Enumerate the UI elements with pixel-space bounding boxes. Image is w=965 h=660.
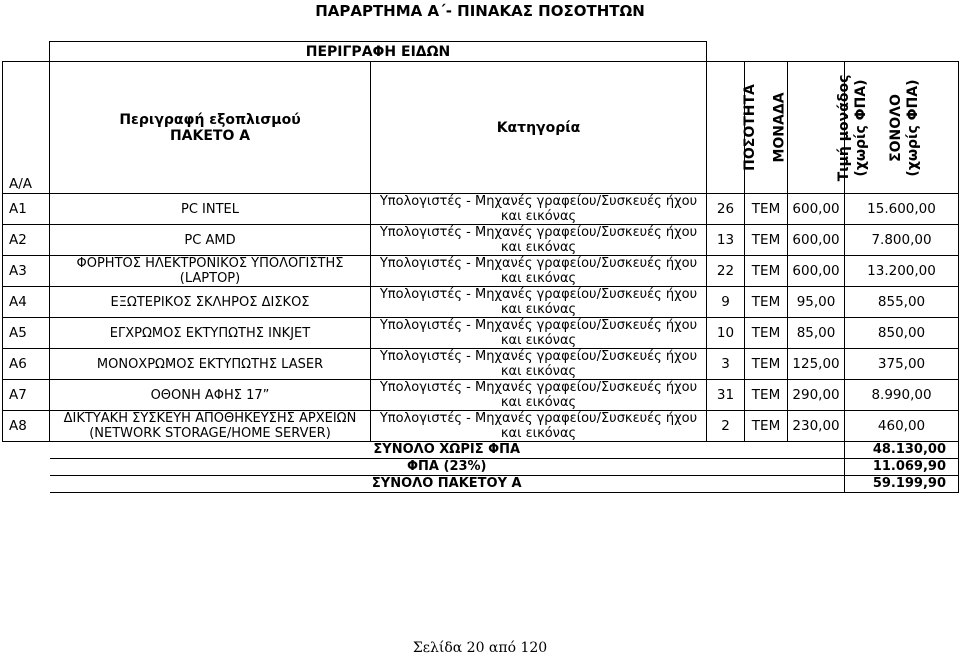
row-total: 460,00: [845, 411, 959, 442]
totals-spacer: [3, 476, 50, 493]
row-aa: Α4: [3, 287, 50, 318]
row-description-line2: (NETWORK STORAGE/HOME SERVER): [89, 426, 331, 441]
row-category-line1: Υπολογιστές - Μηχανές γραφείου/Συσκευές ήχου: [379, 225, 698, 240]
row-quantity: 9: [707, 287, 745, 318]
empty-header-cell: [707, 42, 959, 62]
page-title: ΠΑΡΑΡΤΗΜΑ Α΄- ΠΙΝΑΚΑΣ ΠΟΣΟΤΗΤΩΝ: [315, 2, 645, 20]
row-category: [371, 287, 707, 318]
row-aa: Α5: [3, 318, 50, 349]
row-description-line1: PC INTEL: [180, 201, 239, 217]
row-description-line1: PC AMD: [184, 232, 236, 248]
row-category-line2: και εικόνας: [500, 426, 577, 441]
row-category-line2: και εικόνας: [500, 302, 577, 317]
corner-cell: [3, 42, 50, 62]
row-total: 7.800,00: [845, 225, 959, 256]
row-aa: Α7: [3, 380, 50, 411]
header-total: ΣΟΝΟΛΟ (χωρίς ΦΠΑ): [888, 78, 922, 177]
row-aa: Α8: [3, 411, 50, 442]
row-unit-price: 95,00: [788, 287, 845, 318]
row-category: [371, 411, 707, 442]
totals-row: [3, 459, 959, 476]
quantities-table: [2, 41, 959, 493]
row-unit-price: 600,00: [788, 225, 845, 256]
row-unit: ΤΕΜ: [745, 256, 788, 287]
table-row: [3, 194, 959, 225]
row-quantity: 31: [707, 380, 745, 411]
row-category: [371, 349, 707, 380]
row-category-line2: και εικόνας: [500, 395, 577, 410]
row-unit: ΤΕΜ: [745, 349, 788, 380]
row-unit: ΤΕΜ: [745, 225, 788, 256]
row-unit: ΤΕΜ: [745, 287, 788, 318]
row-aa: Α1: [3, 194, 50, 225]
group-header: ΠΕΡΙΓΡΑΦΗ ΕΙΔΩΝ: [50, 42, 707, 62]
table-row: [3, 380, 959, 411]
totals-value: 59.199,90: [845, 476, 959, 493]
row-description: [50, 349, 371, 380]
row-category-line1: Υπολογιστές - Μηχανές γραφείου/Συσκευές ήχου: [379, 287, 698, 302]
row-total: 8.990,00: [845, 380, 959, 411]
header-description-line1: Περιγραφή εξοπλισμού: [119, 111, 301, 128]
row-category: [371, 194, 707, 225]
row-category-line1: Υπολογιστές - Μηχανές γραφείου/Συσκευές ήχου: [379, 349, 698, 364]
totals-value: 11.069,90: [845, 459, 959, 476]
row-description-line1: ΦΟΡΗΤΟΣ ΗΛΕΚΤΡΟΝΙΚΟΣ ΥΠΟΛΟΓΙΣΤΗΣ: [76, 256, 344, 271]
row-quantity: 13: [707, 225, 745, 256]
row-category: [371, 318, 707, 349]
row-category-line1: Υπολογιστές - Μηχανές γραφείου/Συσκευές ήχου: [379, 380, 698, 395]
header-aa: Α/Α: [3, 62, 50, 194]
row-description: [50, 318, 371, 349]
table-row: [3, 349, 959, 380]
row-description-line1: ΔΙΚΤΥΑΚΗ ΣΥΣΚΕΥΗ ΑΠΟΘΗΚΕΥΣΗΣ ΑΡΧΕΙΩΝ: [63, 411, 357, 426]
row-total: 13.200,00: [845, 256, 959, 287]
row-quantity: 26: [707, 194, 745, 225]
header-quantity-cell: [707, 62, 758, 194]
row-unit-price: 85,00: [788, 318, 845, 349]
row-quantity: 10: [707, 318, 745, 349]
header-unit-price: Τιμή μονάδος (χωρίς ΦΠΑ): [836, 74, 870, 181]
row-total: 375,00: [845, 349, 959, 380]
header-quantity: ΠΟΣΟΤΗΤΑ: [741, 84, 758, 171]
table-row: [3, 411, 959, 442]
row-aa: Α3: [3, 256, 50, 287]
row-description: [50, 225, 371, 256]
row-category-line1: Υπολογιστές - Μηχανές γραφείου/Συσκευές ήχου: [379, 318, 698, 333]
row-unit: ΤΕΜ: [745, 194, 788, 225]
group-header-row: [3, 42, 959, 62]
row-aa: Α6: [3, 349, 50, 380]
row-description-line2: (LAPTOP): [179, 271, 241, 286]
row-total: 850,00: [845, 318, 959, 349]
totals-label: ΣΥΝΟΛΟ ΠΑΚΕΤΟΥ Α: [50, 476, 845, 493]
totals-row: [3, 442, 959, 459]
header-unit: ΜΟΝΑΔΑ: [771, 92, 788, 163]
row-unit-price: 125,00: [788, 349, 845, 380]
row-unit-price: 230,00: [788, 411, 845, 442]
table-row: [3, 225, 959, 256]
row-description: [50, 194, 371, 225]
table-row: [3, 318, 959, 349]
row-aa: Α2: [3, 225, 50, 256]
header-row: [3, 62, 959, 194]
totals-spacer: [3, 442, 50, 459]
totals-value: 48.130,00: [845, 442, 959, 459]
row-description-line1: ΟΘΟΝΗ ΑΦΗΣ 17”: [150, 387, 270, 403]
row-quantity: 2: [707, 411, 745, 442]
row-category-line2: και εικόνας: [500, 240, 577, 255]
table-row: [3, 287, 959, 318]
row-description: [50, 411, 371, 442]
row-total: 15.600,00: [845, 194, 959, 225]
row-description: [50, 380, 371, 411]
row-unit-price: 600,00: [788, 194, 845, 225]
totals-label: ΦΠΑ (23%): [50, 459, 845, 476]
row-category-line2: και εικόνας: [500, 333, 577, 348]
row-description: [50, 287, 371, 318]
row-quantity: 3: [707, 349, 745, 380]
table-row: [3, 256, 959, 287]
header-description-line2: ΠΑΚΕΤΟ Α: [169, 127, 251, 144]
header-description: [50, 62, 371, 194]
row-unit-price: 600,00: [788, 256, 845, 287]
row-category-line2: και εικόνας: [500, 209, 577, 224]
totals-row: [3, 476, 959, 493]
row-total: 855,00: [845, 287, 959, 318]
row-description: [50, 256, 371, 287]
row-category-line1: Υπολογιστές - Μηχανές γραφείου/Συσκευές ήχου: [379, 256, 698, 271]
row-category-line1: Υπολογιστές - Μηχανές γραφείου/Συσκευές ήχου: [379, 194, 698, 209]
row-category-line2: και εικόνας: [500, 364, 577, 379]
row-description-line1: ΜΟΝΟΧΡΩΜΟΣ ΕΚΤΥΠΩΤΗΣ LASER: [96, 356, 324, 372]
row-category: [371, 256, 707, 287]
header-category: Κατηγορία: [371, 62, 707, 194]
row-unit: ΤΕΜ: [745, 411, 788, 442]
row-category: [371, 380, 707, 411]
row-description-line1: ΕΞΩΤΕΡΙΚΟΣ ΣΚΛΗΡΟΣ ΔΙΣΚΟΣ: [110, 294, 310, 310]
row-unit: ΤΕΜ: [745, 380, 788, 411]
page-footer: Σελίδα 20 από 120: [412, 640, 548, 656]
row-category-line1: Υπολογιστές - Μηχανές γραφείου/Συσκευές ήχου: [379, 411, 698, 426]
header-unit-price-cell: [788, 62, 870, 194]
row-unit: ΤΕΜ: [745, 318, 788, 349]
row-unit-price: 290,00: [788, 380, 845, 411]
row-quantity: 22: [707, 256, 745, 287]
row-category: [371, 225, 707, 256]
totals-spacer: [3, 459, 50, 476]
row-category-line2: και εικόνας: [500, 271, 577, 286]
row-description-line1: ΕΓΧΡΩΜΟΣ ΕΚΤΥΠΩΤΗΣ INKJET: [109, 325, 311, 341]
totals-label: ΣΥΝΟΛΟ ΧΩΡΙΣ ΦΠΑ: [50, 442, 845, 459]
